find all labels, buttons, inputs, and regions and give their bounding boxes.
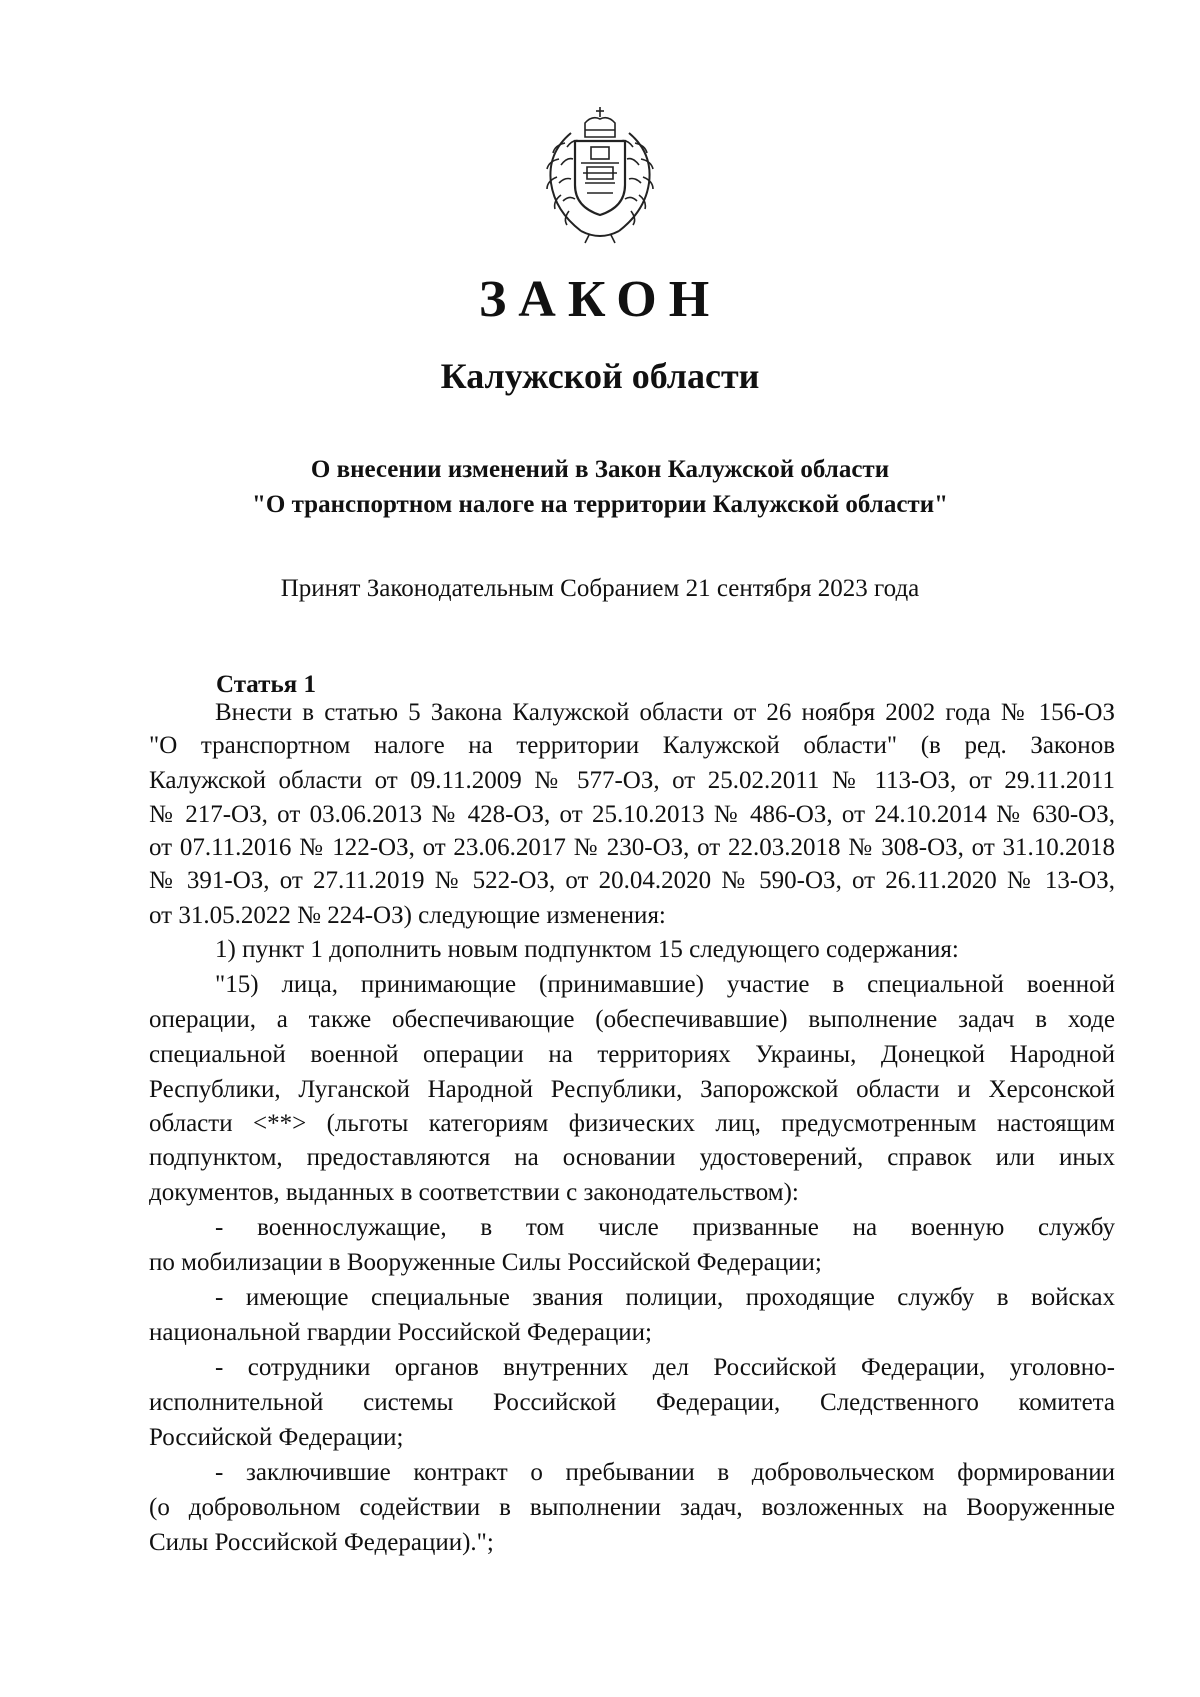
law-subject-line: О внесении изменений в Закон Калужской области <box>310 456 890 483</box>
article-line: операции, а также обеспечивающие (обеспечивавшие) выполнение задач в ходе <box>149 1006 1115 1033</box>
article-line: № 391-ОЗ, от 27.11.2019 № 522-ОЗ, от 20.04.2020 № 590-ОЗ, от 26.11.2020 № 13-ОЗ, <box>149 867 1115 894</box>
law-subject-line: "О транспортном налоге на территории Калужской области" <box>252 491 948 518</box>
document-title: ЗАКОН <box>478 271 722 328</box>
article-line: 1) пункт 1 дополнить новым подпунктом 15 следующего содержания: <box>215 936 959 963</box>
adoption-statement: Принят Законодательным Собранием 21 сентября 2023 года <box>280 575 920 602</box>
law-subject <box>0 452 1200 522</box>
coat-of-arms-emblem-icon <box>537 103 663 245</box>
article-line: - заключившие контракт о пребывании в добровольческом формировании <box>215 1459 1115 1486</box>
article-line: - военнослужащие, в том числе призванные на военную службу <box>215 1214 1115 1241</box>
article-line: (о добровольном содействии в выполнении задач, возложенных на Вооруженные <box>149 1494 1115 1521</box>
article-line: специальной военной операции на территориях Украины, Донецкой Народной <box>149 1041 1115 1068</box>
article-line: Калужской области от 09.11.2009 № 577-ОЗ, от 25.02.2011 № 113-ОЗ, от 29.11.2011 <box>149 767 1115 794</box>
article-line: "О транспортном налоге на территории Калужской области" (в ред. Законов <box>149 732 1115 759</box>
article-line: подпунктом, предоставляются на основании удостоверений, справок или иных <box>149 1144 1115 1171</box>
article-line: Силы Российской Федерации)."; <box>149 1529 494 1556</box>
article-line: исполнительной системы Российской Федерации, Следственного комитета <box>149 1389 1115 1416</box>
article-line: от 31.05.2022 № 224-ОЗ) следующие изменения: <box>149 902 666 929</box>
article-line: от 07.11.2016 № 122-ОЗ, от 23.06.2017 № 230-ОЗ, от 22.03.2018 № 308-ОЗ, от 31.10.2018 <box>149 834 1115 861</box>
article-line: области <**> (льготы категориям физических лиц, предусмотренным настоящим <box>149 1110 1115 1137</box>
article-line: "15) лица, принимающие (принимавшие) участие в специальной военной <box>215 971 1115 998</box>
article-line: - сотрудники органов внутренних дел Российской Федерации, уголовно- <box>215 1354 1115 1381</box>
article-line: документов, выданных в соответствии с законодательством): <box>149 1179 799 1206</box>
article-heading: Статья 1 <box>216 671 316 698</box>
article-line: Российской Федерации; <box>149 1424 404 1451</box>
article-line: - имеющие специальные звания полиции, проходящие службу в войсках <box>215 1284 1115 1311</box>
article-line: национальной гвардии Российской Федерации; <box>149 1319 653 1346</box>
article-line: Республики, Луганской Народной Республики, Запорожской области и Херсонской <box>149 1076 1115 1103</box>
article-line: № 217-ОЗ, от 03.06.2013 № 428-ОЗ, от 25.10.2013 № 486-ОЗ, от 24.10.2014 № 630-ОЗ, <box>149 801 1115 828</box>
article-line: Внести в статью 5 Закона Калужской области от 26 ноября 2002 года № 156-ОЗ <box>215 699 1115 726</box>
article-line: по мобилизации в Вооруженные Силы Российской Федерации; <box>149 1249 822 1276</box>
region-title: Калужской области <box>440 356 760 396</box>
